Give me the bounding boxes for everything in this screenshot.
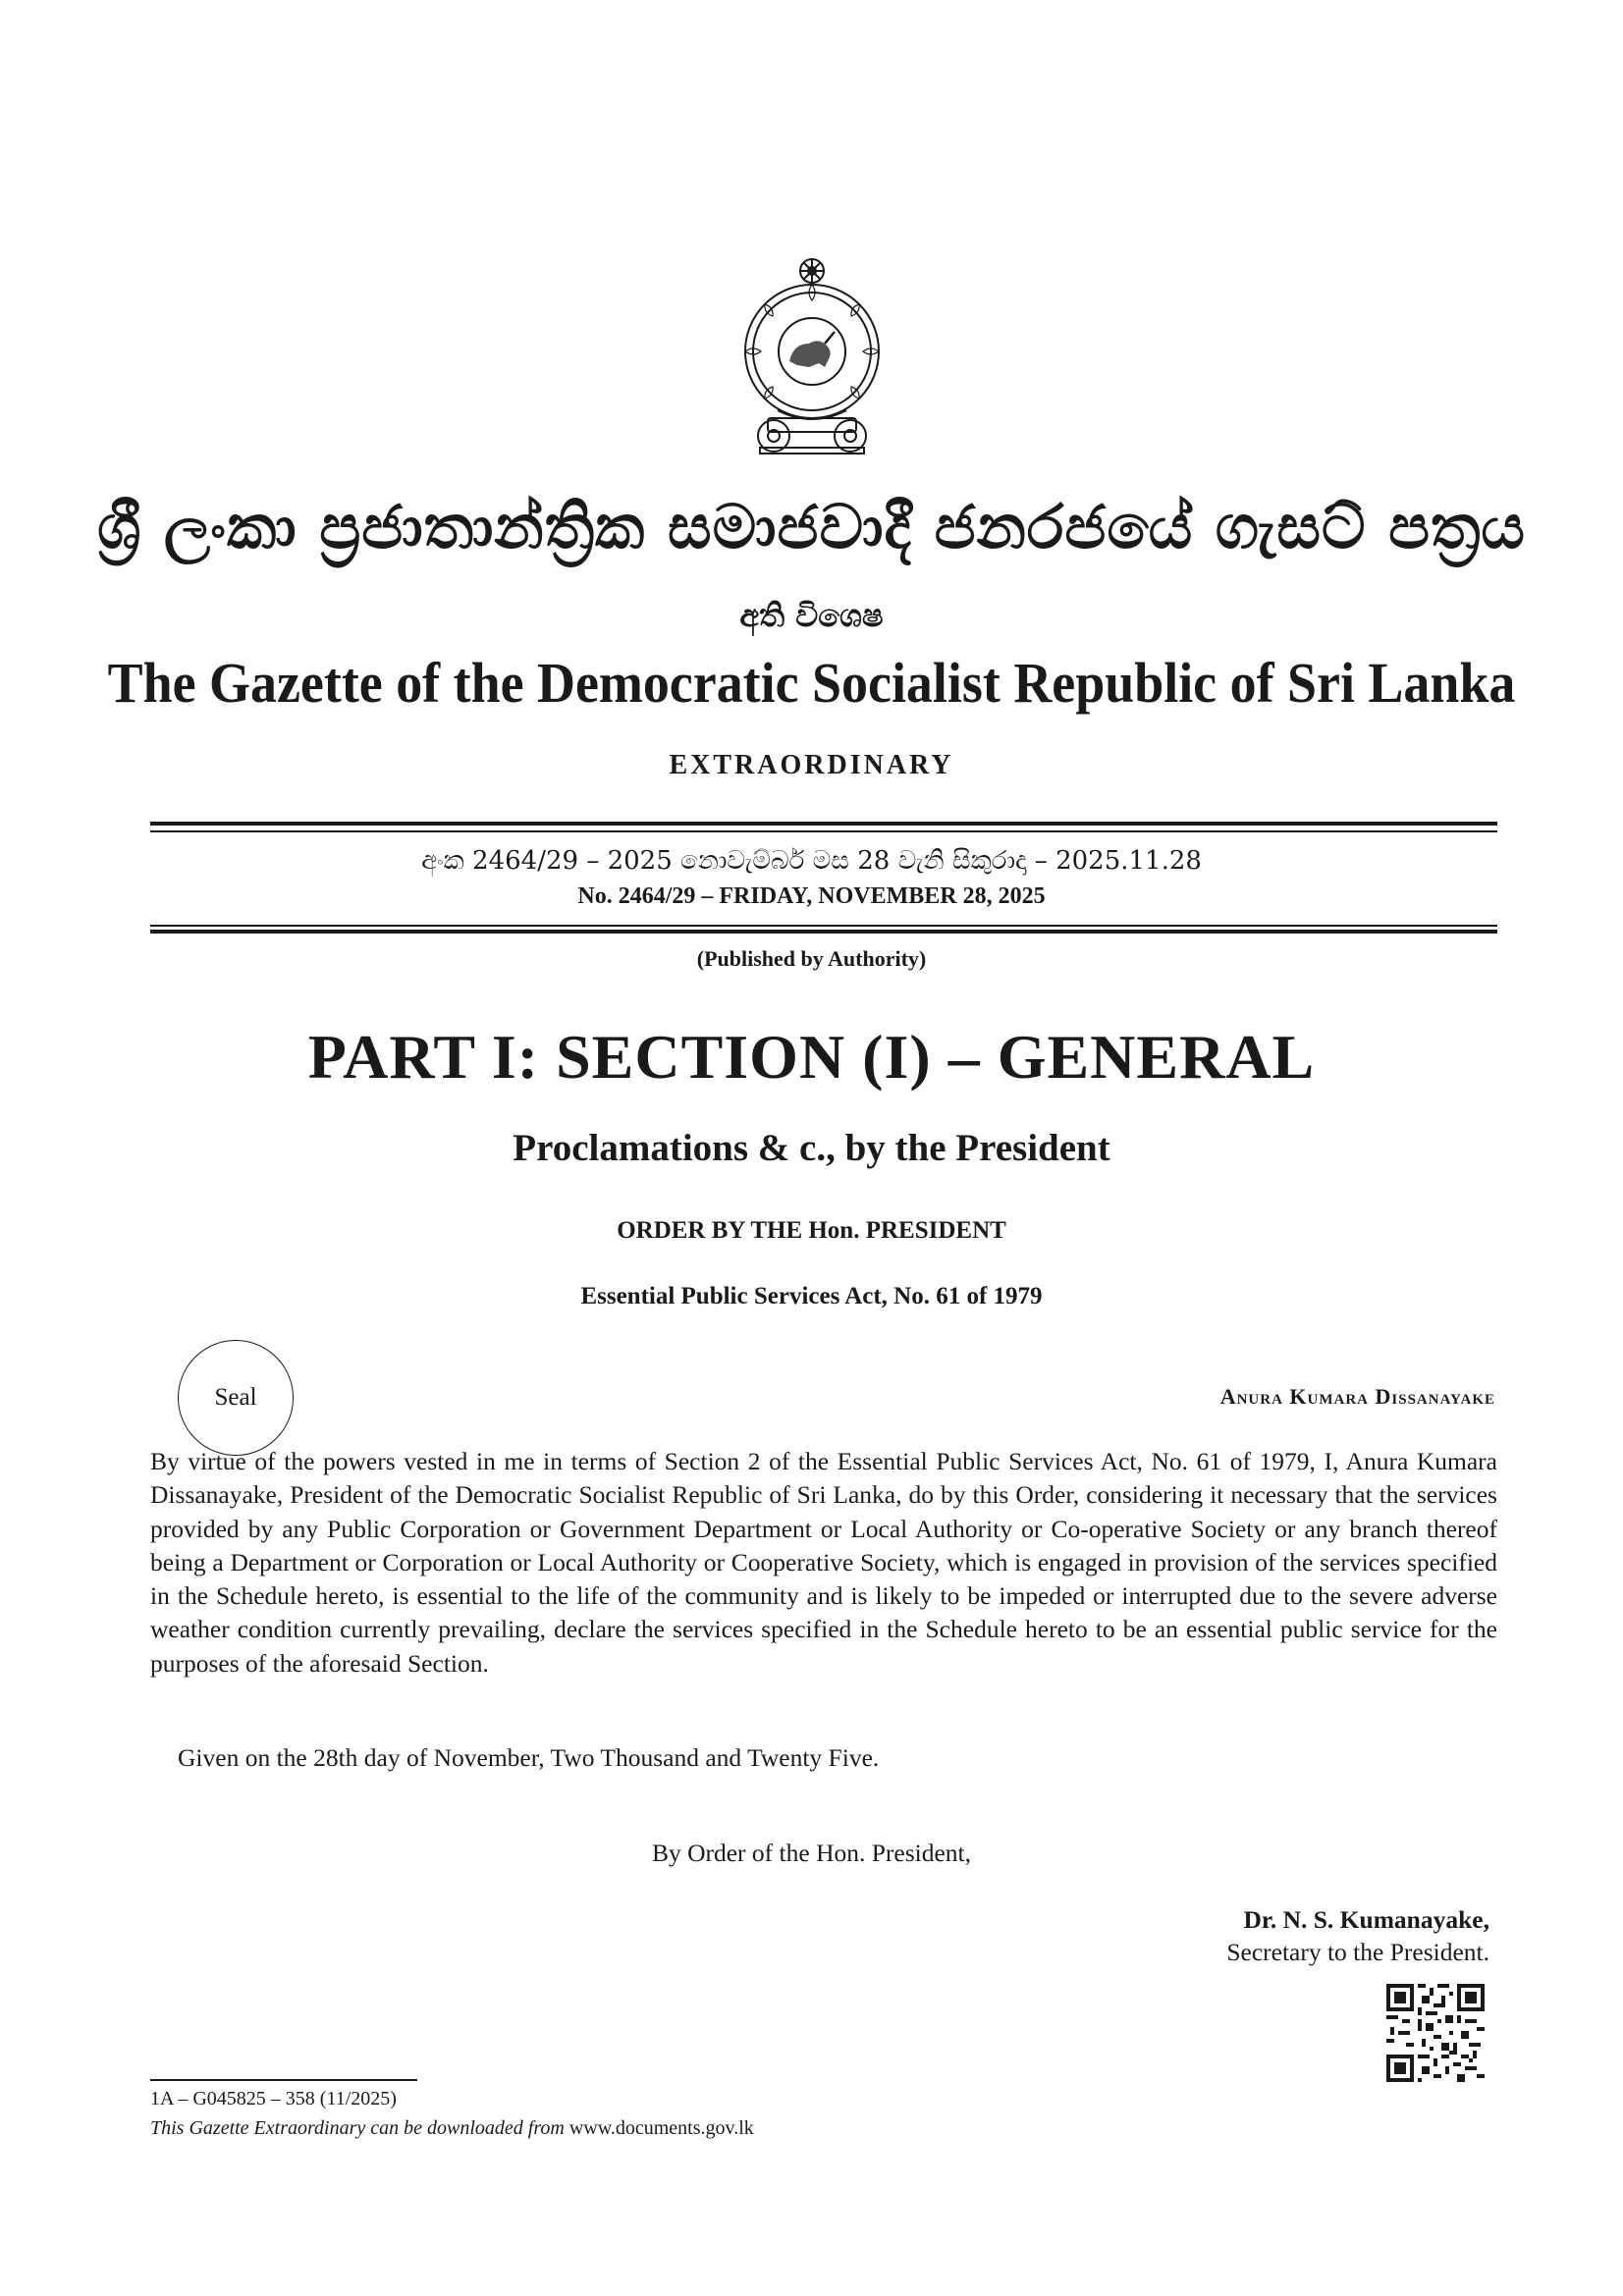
part-heading: PART I: SECTION (I) – GENERAL bbox=[307, 1022, 1316, 1092]
footnote-download-line bbox=[150, 2117, 754, 2140]
seal-circle bbox=[178, 1340, 294, 1456]
president-name: Anura Kumara Dissanayake bbox=[1219, 1384, 1495, 1409]
download-prefix: This Gazette Extraordinary can be downloaded from bbox=[150, 2117, 565, 2139]
signatory-name: Dr. N. S. Kumanayake, bbox=[1243, 1905, 1489, 1934]
given-date-line: Given on the 28th day of November, Two Thousand and Twenty Five. bbox=[178, 1743, 880, 1772]
footnote-code: 1A – G045825 – 358 (11/2025) bbox=[150, 2088, 397, 2109]
issue-line-sinhala: අංක 2464/29 – 2025 නොවැම්බර් මස 28 වැනි සිකුරාදා – 2025.11.28 bbox=[421, 846, 1202, 876]
sinhala-extraordinary-label: අති විශෙෂ bbox=[739, 597, 884, 634]
sinhala-masthead-title: ශ්‍රී ලංකා ප්‍රජාතාන්ත්‍රික සමාජවාදී ජනරජයේ ගැසට් පත්‍රය bbox=[96, 491, 1526, 562]
issue-divider-thin bbox=[150, 925, 1497, 927]
header-divider-thin bbox=[150, 830, 1497, 832]
issue-line-english: No. 2464/29 – FRIDAY, NOVEMBER 28, 2025 bbox=[577, 883, 1046, 909]
header-divider-thick bbox=[150, 822, 1497, 826]
sri-lanka-emblem-icon bbox=[738, 253, 886, 457]
download-url-link[interactable]: www.documents.gov.lk bbox=[568, 2117, 754, 2139]
signatory-title: Secretary to the President. bbox=[1226, 1938, 1489, 1966]
issue-divider-thick bbox=[150, 930, 1497, 934]
footnote-divider bbox=[150, 2079, 417, 2081]
english-masthead-title: The Gazette of the Democratic Socialist Republic of Sri Lanka bbox=[107, 651, 1516, 715]
act-heading: Essential Public Services Act, No. 61 of 1979 bbox=[580, 1283, 1043, 1309]
proclamations-heading: Proclamations & c., by the President bbox=[513, 1127, 1110, 1169]
by-order-line: By Order of the Hon. President, bbox=[651, 1839, 972, 1867]
qr-code-icon bbox=[1386, 1984, 1485, 2082]
extraordinary-label: EXTRAORDINARY bbox=[669, 750, 954, 780]
order-heading: ORDER BY THE Hon. PRESIDENT bbox=[617, 1217, 1006, 1244]
order-body-paragraph: By virtue of the powers vested in me in terms of Section 2 of the Essential Public Services Act, No. 61 of 1979, I, Anura Kumara Dissanayake, President of the Democratic Socialist Republic of Sri Lanka, do by this Order, considering it necessary that the services provided by any Public Corporation or Government Department or Local Authority or Co-operative Society or any branch thereof being a Department or Corporation or Local Authority or Cooperative Society, which is engaged in provision of the services specified in the Schedule hereto, is essential to the life of the community and is likely to be impeded or interrupted due to the severe adverse weather condition currently prevailing, declare the services specified in the Schedule hereto to be an essential public service for the purposes of the aforesaid Section. bbox=[150, 1447, 1497, 1678]
seal-label: Seal bbox=[214, 1384, 257, 1411]
published-by-authority: (Published by Authority) bbox=[696, 946, 927, 971]
